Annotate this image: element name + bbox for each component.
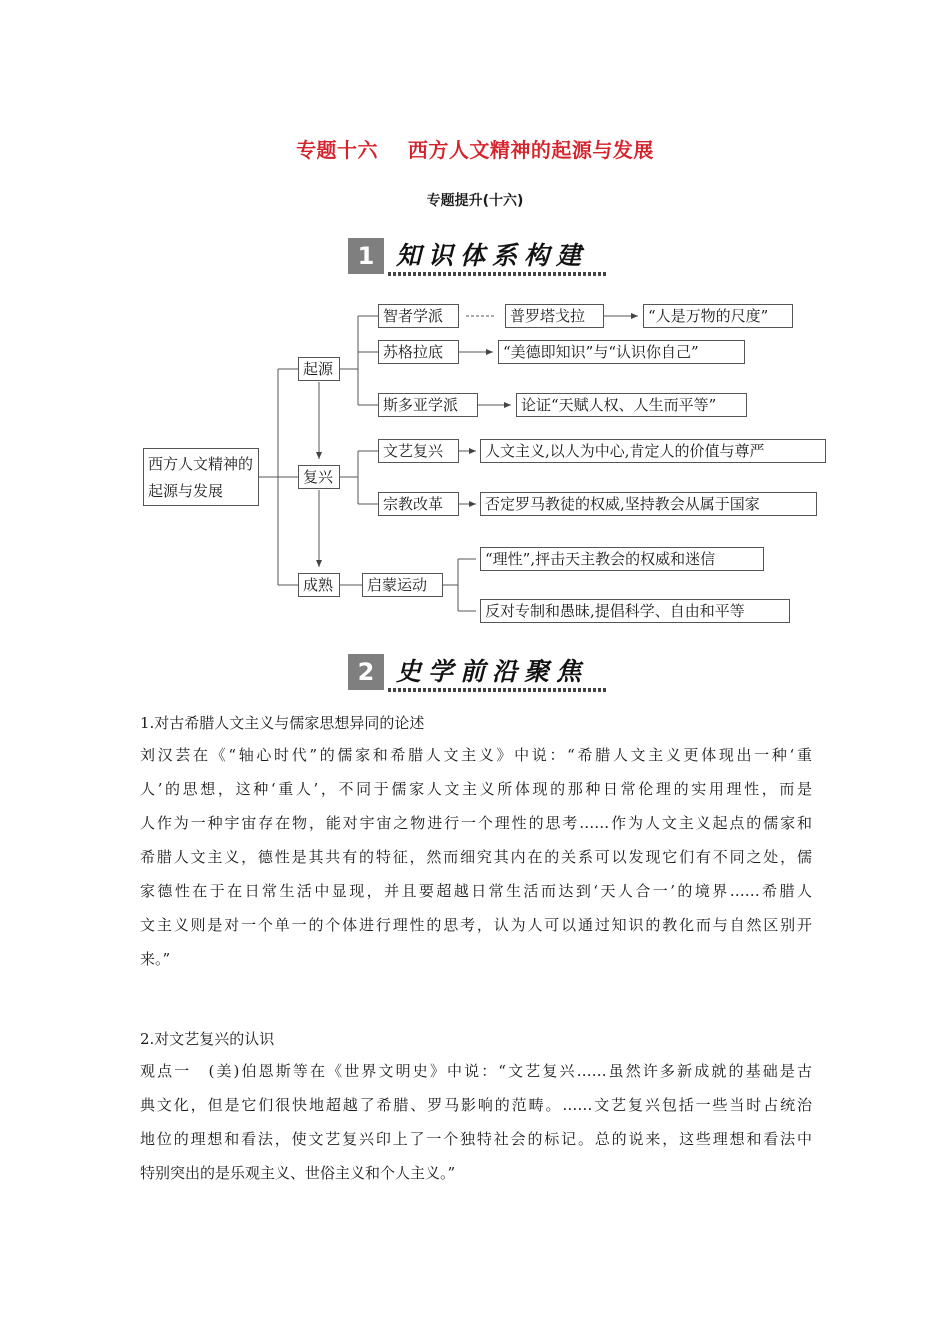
frontier-item-2 <box>140 1024 812 1190</box>
origin-sophists-node: 智者学派 <box>378 304 459 328</box>
revival-reformation-idea: 否定罗马教徒的权威,坚持教会从属于国家 <box>480 492 817 516</box>
item-heading: 1.对古希腊人文主义与儒家思想异同的论述 <box>140 714 425 732</box>
paragraph-line: 特别突出的是乐观主义、世俗主义和个人主义。” <box>140 1164 456 1182</box>
banner-underline <box>388 688 606 692</box>
origin-stoics-node: 斯多亚学派 <box>378 393 478 417</box>
maturity-idea-reason: “理性”,抨击天主教会的权威和迷信 <box>480 547 764 571</box>
stage-maturity-node: 成熟 <box>298 573 340 597</box>
paragraph-line: 刘汉芸在《“轴心时代”的儒家和希腊人文主义》中说：“希腊人文主义更体现出一种‘重 <box>140 746 812 764</box>
section-number: 2 <box>348 654 384 690</box>
knowledge-diagram-connectors <box>0 0 950 660</box>
stage-origin-node: 起源 <box>298 357 340 381</box>
item-heading: 2.对文艺复兴的认识 <box>140 1030 275 1048</box>
origin-socrates-node: 苏格拉底 <box>378 340 459 364</box>
paragraph-line: 家德性在于在日常生活中显现，并且要超越日常生活而达到‘天人合一’的境界……希腊人 <box>140 882 812 900</box>
frontier-item-1 <box>140 708 812 976</box>
paragraph-line: 典文化，但是它们很快地超越了希腊、罗马影响的范畴。……文艺复兴包括一些当时占统治 <box>140 1096 812 1114</box>
item-paragraph <box>140 1054 812 1190</box>
section-label: 知识体系构建 <box>396 241 589 270</box>
banner-underline <box>388 272 606 276</box>
revival-renaissance-idea: 人文主义,以人为中心,肯定人的价值与尊严 <box>480 439 826 463</box>
maturity-idea-science: 反对专制和愚昧,提倡科学、自由和平等 <box>480 599 790 623</box>
paragraph-line: 文主义则是对一个单一的个体进行理性的思考，认为人可以通过知识的教化而与自然区别开 <box>140 916 812 934</box>
stage-revival-node: 复兴 <box>298 465 340 489</box>
page-title: 专题十六 西方人文精神的起源与发展 <box>296 138 654 162</box>
paragraph-line: 地位的理想和看法，使文艺复兴印上了一个独特社会的标记。总的说来，这些理想和看法中 <box>140 1130 812 1148</box>
paragraph-line: 来。” <box>140 950 171 968</box>
origin-protagoras-node: 普罗塔戈拉 <box>505 304 604 328</box>
section-number: 1 <box>348 238 384 274</box>
section-label: 史学前沿聚焦 <box>396 657 589 686</box>
revival-renaissance-node: 文艺复兴 <box>378 439 459 463</box>
paragraph-line: 人作为一种宇宙存在物，能对宇宙之物进行一个理性的思考……作为人文主义起点的儒家和 <box>140 814 812 832</box>
item-paragraph <box>140 738 812 976</box>
paragraph-line: 希腊人文主义，德性是其共有的特征，然而细究其内在的关系可以发现它们有不同之处，儒 <box>140 848 812 866</box>
diagram-root-node: 西方人文精神的起源与发展 <box>143 448 259 506</box>
section-banner-frontier <box>348 654 606 690</box>
maturity-enlightenment-node: 启蒙运动 <box>362 573 443 597</box>
page-subtitle: 专题提升(十六) <box>426 193 524 209</box>
origin-sophists-idea: “人是万物的尺度” <box>643 304 793 328</box>
section-banner-knowledge <box>348 238 606 274</box>
origin-socrates-idea: “美德即知识”与“认识你自己” <box>498 340 745 364</box>
paragraph-line: 观点一 (美)伯恩斯等在《世界文明史》中说：“文艺复兴……虽然许多新成就的基础是古 <box>140 1062 812 1080</box>
revival-reformation-node: 宗教改革 <box>378 492 459 516</box>
origin-stoics-idea: 论证“天赋人权、人生而平等” <box>516 393 747 417</box>
paragraph-line: 人’的思想，这种‘重人’，不同于儒家人文主义所体现的那种日常伦理的实用理性，而是 <box>140 780 812 798</box>
